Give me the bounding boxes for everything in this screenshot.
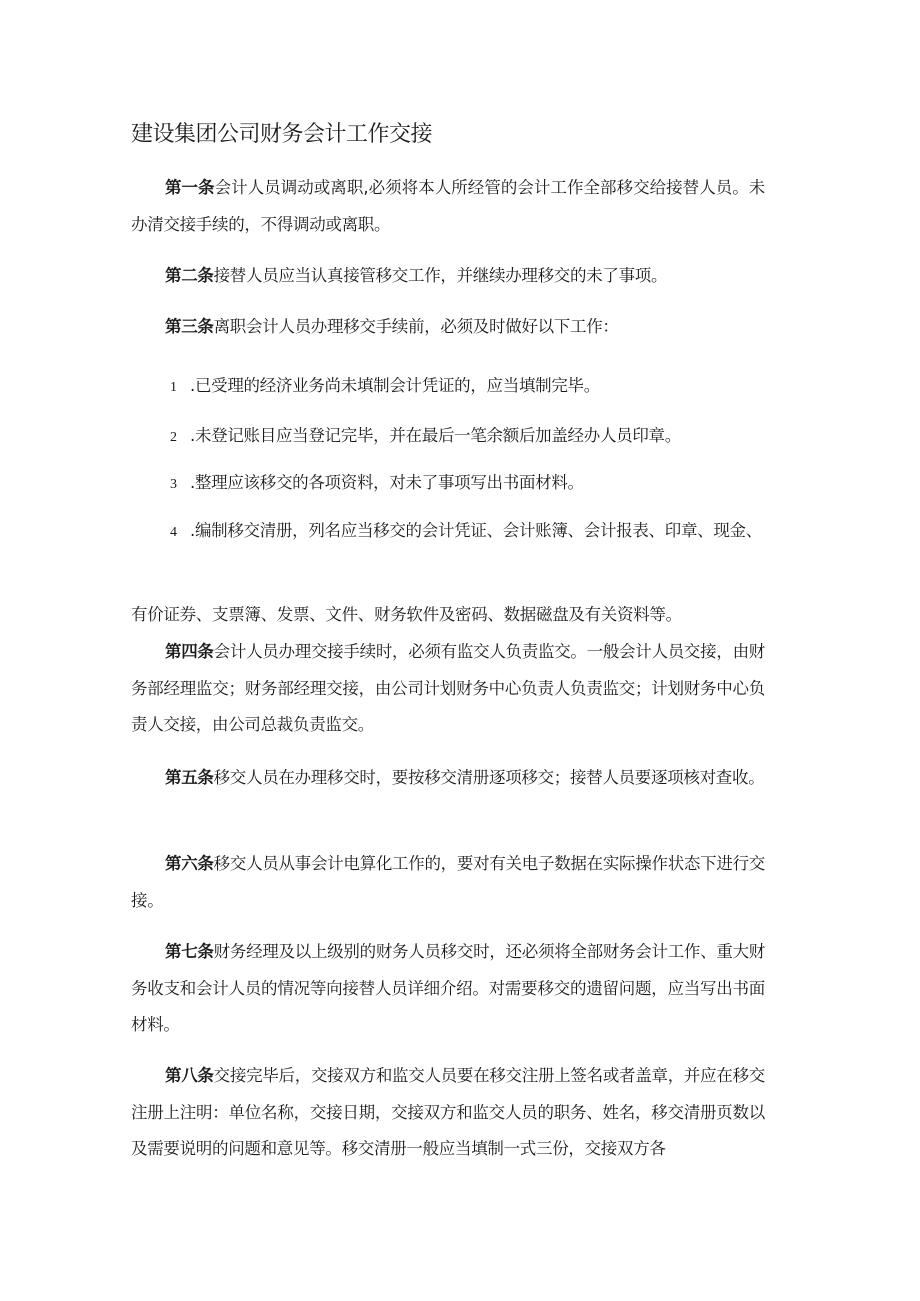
- article-2: [131, 258, 765, 295]
- list-item-1: [131, 368, 765, 407]
- article-4-text: 会计人员办理交接手续时，必须有监交人负责监交。一般会计人员交接，由财务部经理监交；财务部经理交接，由公司计划财务中心负责人负责监交；计划财务中心负责人交接，由公司总裁负责监交。: [131, 642, 765, 734]
- article-6-text: 移交人员从事会计电算化工作的，要对有关电子数据在实际操作状态下进行交接。: [131, 854, 765, 910]
- list-item-3: [131, 465, 765, 504]
- list-item-number: 3: [170, 477, 177, 492]
- list-item-text: .编制移交清册，列名应当移交的会计凭证、会计账簿、会计报表、印章、现金、: [190, 521, 762, 540]
- article-3-text: 离职会计人员办理移交手续前，必须及时做好以下工作：: [213, 317, 619, 336]
- article-7-lead: 第七条: [165, 942, 214, 961]
- list-item-number: 4: [170, 525, 177, 540]
- article-3-lead: 第三条: [165, 317, 214, 336]
- article-8-text: 交接完毕后，交接双方和监交人员要在移交注册上签名或者盖章，并应在移交注册上注明：单位名称，交接日期，交接双方和监交人员的职务、姓名，移交清册页数以及需要说明的问题和意见等。移交清册一般应当填制一式三份，交接双方各: [131, 1066, 765, 1158]
- article-3: [131, 309, 765, 346]
- article-1: [131, 170, 765, 243]
- article-5-text: 移交人员在办理移交时，要按移交清册逐项移交；接替人员要逐项核对查收。: [213, 768, 765, 787]
- list-item-text: .已受理的经济业务尚未填制会计凭证的，应当填制完毕。: [190, 376, 600, 395]
- article-7: [131, 934, 765, 1044]
- article-6-lead: 第六条: [165, 854, 214, 873]
- article-4-lead: 第四条: [165, 642, 214, 661]
- article-2-lead: 第二条: [165, 266, 214, 285]
- article-8: [131, 1058, 765, 1168]
- list-item-number: 2: [170, 430, 177, 445]
- document-title: 建设集团公司财务会计工作交接: [131, 122, 433, 147]
- article-8-lead: 第八条: [165, 1066, 214, 1085]
- list-item-text: .未登记账目应当登记完毕，并在最后一笔余额后加盖经办人员印章。: [190, 426, 681, 445]
- article-1-lead: 第一条: [165, 178, 215, 197]
- article-5: [131, 760, 765, 797]
- article-6: [131, 846, 765, 919]
- article-2-text: 接替人员应当认真接管移交工作，并继续办理移交的未了事项。: [213, 266, 668, 285]
- article-7-text: 财务经理及以上级别的财务人员移交时，还必须将全部财务会计工作、重大财务收支和会计人员的情况等向接替人员详细介绍。对需要移交的遗留问题，应当写出书面材料。: [131, 942, 765, 1034]
- article-1-text: 会计人员调动或离职,必须将本人所经管的会计工作全部移交给接替人员。未办清交接手续的，不得调动或离职。: [131, 178, 765, 234]
- article-4: [131, 634, 765, 744]
- list-item-4: [131, 513, 765, 552]
- article-5-lead: 第五条: [165, 768, 214, 787]
- list-item-2: [131, 418, 765, 457]
- list-item-text: .整理应该移交的各项资料，对未了事项写出书面材料。: [190, 473, 584, 492]
- list-item-4-continuation: 有价证券、支票簿、发票、文件、财务软件及密码、数据磁盘及有关资料等。: [131, 605, 682, 624]
- list-item-number: 1: [170, 380, 177, 395]
